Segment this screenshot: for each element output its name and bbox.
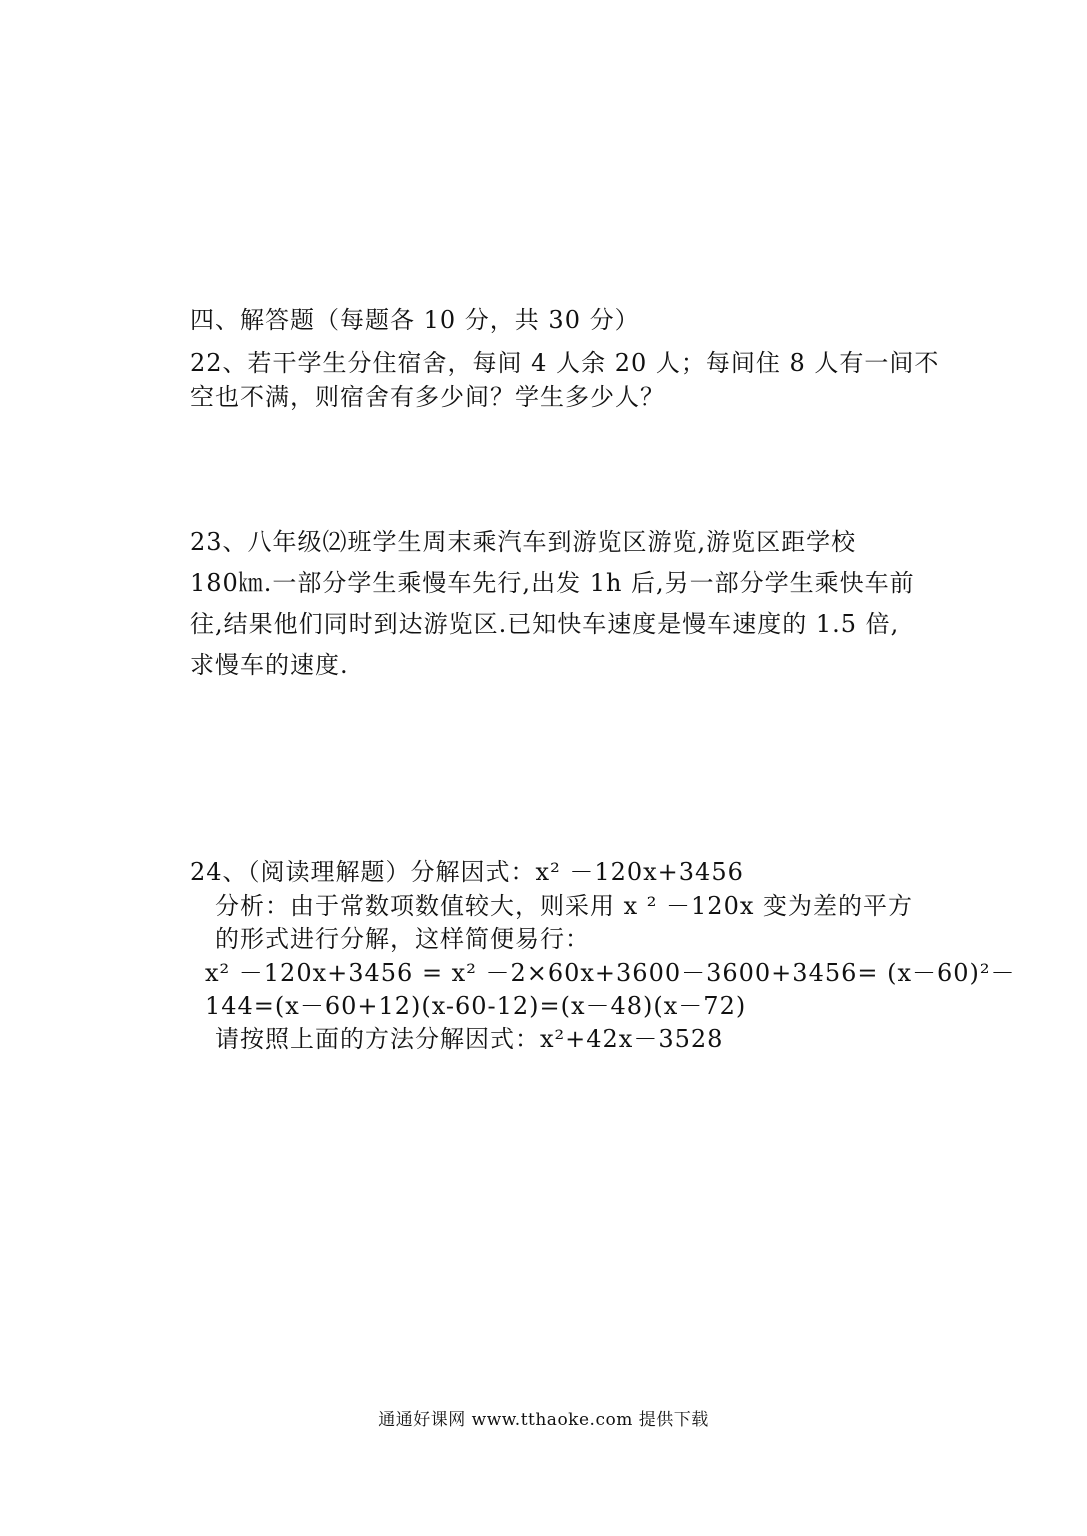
question-23-line-1: 23、八年级⑵班学生周末乘汽车到游览区游览,游览区距学校: [190, 528, 857, 556]
question-22-line-2: 空也不满，则宿舍有多少间？学生多少人？: [190, 383, 665, 411]
question-23-line-2: 180㎞.一部分学生乘慢车先行,出发 1h 后,另一部分学生乘快车前: [190, 569, 915, 597]
question-24-analysis-line-1: 分析：由于常数项数值较大，则采用 x ² －120x 变为差的平方: [215, 892, 914, 920]
question-24-worked-example-line-2: 144=(x－60+12)(x-60-12)=(x－48)(x－72): [205, 992, 747, 1020]
section-title: 四、解答题（每题各 10 分，共 30 分）: [190, 306, 640, 334]
question-24-task: 请按照上面的方法分解因式：x²+42x－3528: [215, 1025, 724, 1053]
question-23-line-4: 求慢车的速度.: [190, 651, 349, 679]
question-24-analysis-line-2: 的形式进行分解，这样简便易行：: [215, 925, 590, 953]
footer-source-text: 通通好课网 www.tthaoke.com 提供下载: [378, 1410, 709, 1430]
question-24-line-1: 24、（阅读理解题）分解因式：x² －120x+3456: [190, 858, 744, 886]
question-24-worked-example-line-1: x² －120x+3456 = x² －2×60x+3600－3600+3456= (x－60)²－: [205, 959, 1016, 987]
question-22-line-1: 22、若干学生分住宿舍，每间 4 人余 20 人；每间住 8 人有一间不: [190, 349, 940, 377]
question-23-line-3: 往,结果他们同时到达游览区.已知快车速度是慢车速度的 1.5 倍,: [190, 610, 900, 638]
